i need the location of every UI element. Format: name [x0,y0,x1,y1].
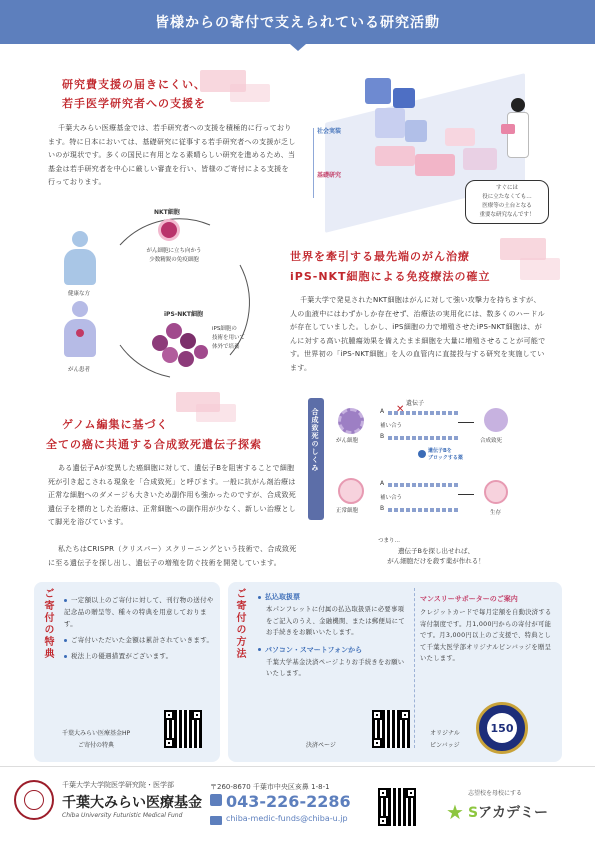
pc-body: 千葉大学基金決済ページよりお手続きをお願いいたします。 [266,658,405,677]
ips-title: iPS-NKT細胞 [164,311,204,318]
page-title: 皆様からの寄付で支えられている研究活動 [155,15,440,31]
email[interactable]: chiba-medic-funds@chiba-u.jp [226,814,348,823]
qr-caption-hp: 千葉大みらい医療基金HP [62,730,131,737]
decor-block [230,84,270,102]
university-seal-logo [14,780,54,820]
gene-a-label: A [380,408,385,415]
patient-icon [60,301,100,361]
org-en: Chiba University Futuristic Medical Fund [62,812,183,819]
research-illustration [305,58,550,223]
section1-body: 千葉大みらい医療基金では、若手研究者への支援を積極的に行っております。特に日本においては、基礎研究に従事する若手研究者への支援が乏しいのが現状です。多くの国民に有用となる素晴らしい研究を進めるため、当基金は若手研究者を中心に厳しい審査を行い、皆様のご寄付による支援を行っております。 [48,124,296,186]
title-banner [0,0,595,44]
benefit-item: ご寄付いただいた金額は累計されていきます。 [64,634,214,646]
survive-label: 生存 [490,510,502,516]
star-icon: ★ [446,800,464,824]
diagram-side-label: 合成致死のしくみ [311,408,319,472]
normal-cell-icon [338,478,364,504]
gene-label: 遺伝子 [406,400,425,407]
mutual-label: 補い合う [380,423,403,429]
org-name: 千葉大みらい医療基金 [62,795,202,811]
drug-label: 遺伝子Bを ブロックする薬 [428,448,463,461]
patient-label: がん患者 [68,367,91,373]
gene-b-strand-2 [388,508,458,512]
section3-body1: ある遺伝子Aが変異した癌細胞に対して、遺伝子Bを阻害することで細胞死が引き起こされる現象を「合成致死」と呼びます。一般に抗がん剤治療は正常な細胞へのダメージも大きいため副作用も強かったのですが、合成致死遺伝子を標的とした治療は、正常細胞への副作用が少なく、新しい治療として脚光を浴びています。 [48,464,297,526]
benefit-item: 税法上の優遇措置がございます。 [64,650,214,662]
section1-heading-2: 若手医学研究者への支援を [62,97,206,110]
mutation-x-icon: ✕ [396,404,405,415]
healthy-label: 健康な方 [68,291,91,297]
cell-cycle-diagram [60,205,280,385]
tsumari-label: つまり… [378,538,401,544]
cancer-cell-icon [338,408,364,434]
section1-heading-1: 研究費支援の届きにくい、 [62,78,206,91]
label-basic: 基礎研究 [317,172,342,179]
ips-desc: iPS細胞の 技術を用いて 体外で培養 [212,326,246,350]
pin-badge-image [476,702,528,754]
diagram-conclusion: 遺伝子Bを探し出せれば、 がん細胞だけを殺す薬が作れる！ [387,547,485,565]
section2-heading-2: iPS-NKT細胞による免疫療法の確立 [290,270,491,283]
ips-cells-cluster [152,321,212,371]
nkt-desc: がん細胞に立ち向かう 少数精鋭の免疫細胞 [146,248,202,263]
mutual-label-2: 補い合う [380,495,403,501]
gene-b-label-2: B [380,505,385,512]
decor-block [500,238,546,260]
cancer-cell-label: がん細胞 [336,438,359,444]
monthly-supporter [420,594,556,665]
benefit-item: 一定額以上のご寄付に対して、刊行物の送付や記念品の贈呈等、種々の特典を用意しております。 [64,596,214,628]
arrow [458,422,474,423]
pc-title: パソコン・スマートフォンから [265,645,363,654]
qr-caption-benefit: ご寄付の特典 [78,742,115,749]
nkt-title: NKT細胞 [154,209,180,216]
drug-icon [418,450,426,458]
gene-a-strand-2 [388,483,458,487]
decor-block [520,258,560,280]
qr-code-hp[interactable] [164,710,202,748]
dead-cell-icon [484,408,508,432]
benefits-list [64,594,214,662]
researcher-head [511,98,525,112]
arrow-2 [458,494,474,495]
academy-tagline: 志望校を母校にする [468,790,523,797]
gene-b-strand [388,436,458,440]
badge-caption-1: オリジナル [430,730,460,737]
qr-caption-payment: 決済ページ [306,742,336,749]
survive-cell-icon [484,480,508,504]
researcher-block [501,124,515,134]
badge-number: 150 [490,722,514,735]
researcher-body [507,112,529,158]
nkt-cell-icon [158,219,180,241]
method-bank [258,592,408,680]
section2-heading-1: 世界を牽引する最先端のがん治療 [290,250,470,263]
org-sub: 千葉大学大学院医学研究院・医学部 [62,781,174,789]
section3-body2: 私たちはCRISPR（クリスパー）スクリーニングという技術で、合成致死に至る遺伝子を探し出し、遺伝子の増殖を防ぐ技術を開発しています。 [48,545,297,567]
decor-block [196,404,236,422]
section3-heading-2: 全ての癌に共通する合成致死遺伝子探索 [46,438,262,451]
normal-cell-label: 正常細胞 [336,508,359,514]
qr-code-payment[interactable] [372,710,410,748]
section2-body: 千葉大学で発見されたNKT細胞はがんに対して強い攻撃力を持ちますが、人の血液中にはわずかしか存在せず、治療法の実用化には、数多くのハードルが存在していました。しかし、iPS細胞の力で増殖させたiPS-NKT細胞は、がんに対する高い抗腫瘍効果を備えたまま細胞を大量に増殖させることが可能です。世界初の「iPS-NKT細胞」を人の血管内に直接投与する研究を実施しています。 [290,296,546,372]
benefits-heading: ご寄付の特典 [42,588,53,660]
gene-b-label: B [380,433,385,440]
phone-number[interactable]: 043-226-2286 [226,792,351,811]
healthy-person-icon [60,231,100,286]
mail-icon [210,816,222,825]
divider [414,588,415,748]
phone-icon [210,794,222,806]
synthetic-lethal-diagram [308,398,554,574]
bank-body: 本パンフレットに付属の払込取扱票に必要事項をご記入のうえ、金融機関、または郵便局にてお手続きをお願いいたします。 [266,606,405,636]
badge-caption-2: ピンバッジ [430,742,460,749]
synthetic-lethal-label: 合成致死 [480,438,503,444]
monthly-body: クレジットカードで毎月定額を自動決済する寄付制度です。月1,000円からの寄付が可能です。月3,000円以上のご支援で、特典として千葉大医学部オリジナルピンバッジを贈呈いたします。 [420,609,552,662]
academy-logo: Sアカデミー [468,805,548,821]
bank-title: 払込取扱票 [265,593,300,601]
methods-heading: ご寄付の方法 [234,588,245,660]
speech-bubble: すぐには 役に立たなくても… 医療等の土台となる 重要な研究なんです！ [465,180,549,224]
label-society: 社会実装 [317,128,342,135]
monthly-title: マンスリーサポーターのご案内 [420,595,518,603]
qr-code-footer[interactable] [378,788,416,826]
address: 〒260-8670 千葉市中央区亥鼻 1-8-1 [210,783,330,791]
section3-heading-1: ゲノム編集に基づく [62,418,169,431]
gene-a-label-2: A [380,480,385,487]
